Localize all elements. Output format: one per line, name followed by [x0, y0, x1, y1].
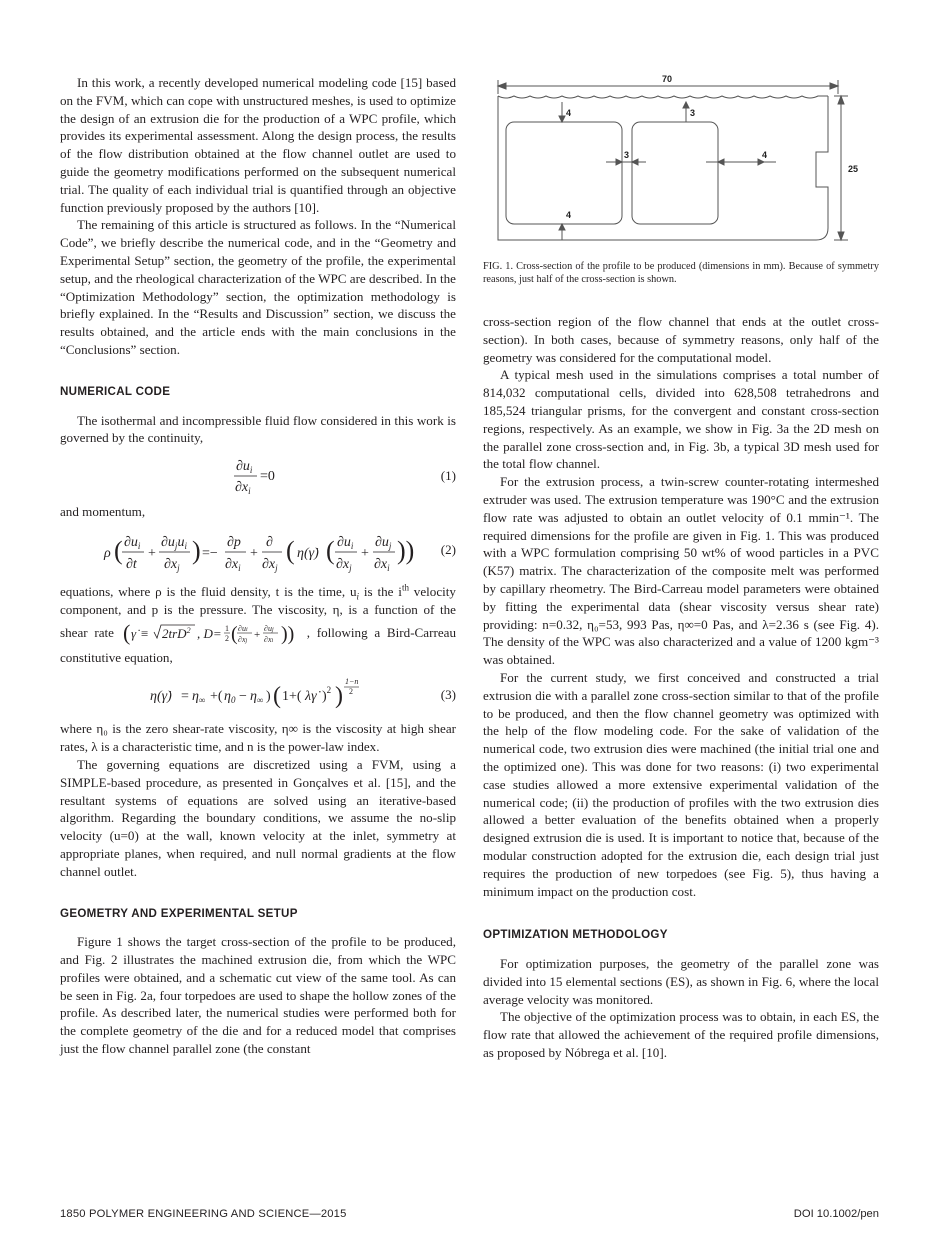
numerical-paragraph-1: The isothermal and incompressible fluid flow considered in this work is governed by the continuity, — [60, 412, 456, 446]
svg-text:(: ( — [114, 535, 123, 565]
svg-text:(: ( — [122, 619, 131, 645]
svg-text:∂xi: $\partial x_i$ — [374, 556, 390, 573]
svg-text:η0: $\eta_0$ — [224, 689, 236, 706]
svg-text:∂uj: $\partial u_j$ — [375, 534, 392, 551]
svg-text:∂xi: $\partial x_i$ — [225, 556, 241, 573]
svg-text:η(γ̇): η(γ̇) — [297, 545, 319, 561]
equation-3-formula — [60, 674, 456, 714]
geometry-paragraph-1: Figure 1 shows the target cross-section of the profile to be produced, and Fig. 2 illustrates the machined extrusion die, from which the WPC profiles were obtained, and a schematic cut view of the same tool. As can be seen in Fig. 2a, four torpedoes are used to shape the hollow zones of the profile. As described later, the numerical studies were performed both for the complete geometry of the die and for a reduced model that comprises just the flow channel parallel zone (the constant — [60, 934, 456, 1057]
where-paragraph: where η₀ is the zero shear-rate viscosity, η∞ is the viscosity at high shear rates, λ is a characteristic time, and n is the power-law index. — [60, 721, 456, 755]
svg-text:∂ui: $\partial u_i$ — [124, 534, 141, 551]
footer-journal: 1850 POLYMER ENGINEERING AND SCIENCE—2015 — [60, 1208, 347, 1220]
right-column — [483, 313, 879, 1062]
svg-text:∂p: ∂p — [227, 534, 241, 550]
svg-text:): ) — [192, 535, 201, 565]
svg-text:2trD2: 2trD$^2$ — [161, 625, 191, 641]
svg-text:=: = — [181, 689, 189, 705]
dim-70: 70 — [662, 74, 673, 84]
svg-text:∂uj: ∂uj — [263, 623, 274, 633]
equation-1 — [60, 455, 456, 497]
svg-text:1: 1 — [224, 623, 229, 633]
svg-text:∂ui: $\partial u_i$ — [236, 459, 253, 476]
svg-text:≡: ≡ — [140, 625, 149, 641]
left-column — [60, 74, 456, 1058]
eq-text-b: is the i — [359, 583, 402, 599]
svg-text:∂t: ∂t — [126, 556, 137, 572]
svg-text:+(: +( — [210, 689, 223, 705]
section-heading-numerical-code: NUMERICAL CODE — [60, 384, 171, 398]
equation-1-number: (1) — [440, 468, 456, 484]
dim-3-top: 3 — [690, 108, 696, 118]
svg-text:+: + — [148, 545, 156, 561]
svg-text:∂ui: $\partial u_i$ — [337, 534, 354, 551]
svg-text:+: + — [361, 545, 369, 561]
section-heading-geometry: GEOMETRY AND EXPERIMENTAL SETUP — [60, 906, 298, 920]
shear-rate-formula — [121, 619, 307, 649]
svg-text:(: ( — [230, 622, 238, 645]
svg-text:=0: =0 — [260, 469, 275, 485]
dim-4-top-left: 4 — [566, 108, 572, 118]
svg-text:λγ̇: λγ̇ — [305, 689, 317, 705]
svg-text:): ) — [266, 689, 271, 705]
footer-doi: DOI 10.1002/pen — [793, 1208, 879, 1220]
svg-text:, D=: , D= — [196, 625, 222, 641]
svg-text:=−: =− — [202, 545, 218, 561]
svg-text:(: ( — [286, 535, 295, 565]
numerical-paragraph-2: The governing equations are discretized using a FVM, using a SIMPLE-based procedure, as presented in Gonçalves et al. [15], and the resultant systems of equations are solved using an iterative-based algorithm. Regarding the boundary conditions, we assume the no-slip velocity (u=0) at the wall, known velocity at the inlet, symmetry at appropriate planes, when required, and null normal gradients at the flow channel outlet. — [60, 756, 456, 879]
svg-text:)): )) — [280, 622, 295, 645]
eq-text-a: equations, where ρ is the fluid density, t is the time, u — [60, 583, 357, 599]
svg-text:(: ( — [273, 683, 281, 710]
optimization-paragraph-1: For optimization purposes, the geometry of the parallel zone was divided into 15 elemental sections (ES), as shown in Fig. 6, where the local average velocity was monitored. — [483, 956, 879, 1007]
eq-text-d: , following a Bird-Carreau constitutive equation, — [60, 624, 456, 665]
dim-4-bottom: 4 — [566, 210, 572, 220]
optimization-paragraph-2: The objective of the optimization process was to obtain, in each ES, the flow rate that allowed the achievement of the required profile dimensions, as proposed by Nóbrega et al. [10]. — [483, 1009, 879, 1061]
dim-4-right: 4 — [762, 150, 768, 160]
svg-text:1−n: 1−n — [345, 677, 359, 687]
svg-text:∂xj: $\partial x_j$ — [164, 556, 180, 573]
equation-2 — [60, 529, 456, 577]
svg-text:2: 2 — [224, 633, 229, 643]
equation-explanation: equations, where ρ is the fluid density, t is the time, $u_i$ is the $i^{th}$ velocity component, and p is the pressure. The viscosity, η, is a function of the shear rate ( γ̇ ≡ 2trD$^2$ , D= 1 2 ( ∂ui ∂xj + ∂uj ∂xi )) , following a Bird-Carreau constitutive equation, — [60, 582, 456, 665]
right-paragraph-1: cross-section region of the flow channel that ends at the outlet cross-section). In both cases, because of symmetry reasons, only half of the geometry was considered for the computational model. — [483, 314, 879, 365]
right-paragraph-3: For the extrusion process, a twin-screw counter-rotating intermeshed extruder was used. The extrusion temperature was 190°C and the extrusion flow rate was adjusted to obtain an outlet velocity of 0.1 mmin⁻¹. The required dimensions for the profile are given in Fig. 1. This was produced with a WPC formulation comprising 50 wt% of wood particles in a PVC (K57) matrix. The characterization of the composite melt was performed by capillary rheometry. The Bird-Carreau model parameters were obtained by fitting the experimental data (shear viscosity versus shear rate) providing: n=0.32, η₀=53, 993 Pas, η∞=0 Pas, and λ=2.36 s (see Fig. 4). The density of the WPC was also characterized and a value of 1200 kgm⁻³ was obtained. — [483, 474, 879, 668]
svg-text:η∞: $\eta_\infty$ — [192, 689, 206, 706]
svg-text:∂xj: $\partial x_j$ — [336, 556, 352, 573]
svg-text:)): )) — [397, 535, 415, 565]
svg-text:∂: ∂ — [266, 534, 273, 550]
eq-text-c: velocity component, and p is the pressure. The viscosity, η, is a function of the shear rate — [60, 583, 456, 640]
svg-text:∂xj: ∂xj — [237, 634, 247, 644]
svg-text:∂xj: $\partial x_j$ — [262, 556, 278, 573]
svg-text:+: + — [250, 545, 258, 561]
equation-2-number: (2) — [440, 541, 456, 557]
svg-text:)2: )$^2$ — [322, 685, 332, 705]
right-paragraph-2: A typical mesh used in the simulations comprises a total number of 814,032 computational cells, divided into 628,508 tetrahedrons and 185,524 triangular prisms, for the convergent and constant cross-section regions, respectively. As an example, we show in Fig. 3a the 2D mesh on the parallel zone cross-section and, in Fig. 3b, a typical 3D mesh used for the total flow channel. — [483, 367, 879, 472]
figure-1-cross-section — [486, 72, 880, 252]
svg-text:η(γ̇): η(γ̇) — [150, 689, 172, 705]
svg-text:∂xi: ∂xi — [263, 634, 273, 644]
equation-1-formula — [60, 455, 456, 497]
and-momentum-text: and momentum, — [60, 504, 146, 520]
svg-text:∂ujui: $\partial u_ju_i$ — [161, 534, 187, 551]
svg-text:−: − — [239, 689, 247, 705]
intro-paragraph-1: In this work, a recently developed numerical modeling code [15] based on the FVM, which can cope with unstructured meshes, is used to optimize the design of an extrusion die for the production of a WPC profile, which provides its experimental assessment. Along the design process, the results of the flow distribution obtained at the flow channel outlet are used to guide the geometry modifications performed on the subsequent numerical trial. The quality of each individual trial is quantified through an objective function previously proposed by the authors [10]. — [60, 75, 456, 215]
dim-25: 25 — [848, 164, 859, 174]
svg-text:γ̇: γ̇ — [130, 625, 136, 641]
equation-3-number: (3) — [440, 687, 456, 703]
svg-text:(: ( — [326, 535, 335, 565]
dim-3-middle: 3 — [624, 150, 630, 160]
svg-text:η∞: $\eta_\infty$ — [250, 689, 264, 706]
svg-text:+: + — [253, 628, 260, 641]
svg-text:2: 2 — [349, 687, 353, 697]
intro-paragraph-2: The remaining of this article is structured as follows. In the “Numerical Code”, we briefly describe the numerical code, and in the “Geometry and Experimental Setup” section, the geometry of the profile, the experimental setup, and the rheological characterization of the WPC are described. In the “Optimization Methodology” section, the optimization methodology is briefly explained. In the “Results and Discussion” section, we discuss the results obtained, and the article ends with the main conclusions in the “Conclusions” section. — [60, 217, 456, 357]
svg-text:1+(: 1+( — [282, 689, 302, 705]
svg-text:): ) — [335, 683, 343, 710]
svg-text:∂ui: ∂ui — [237, 623, 248, 633]
equation-2-formula — [60, 529, 456, 577]
section-heading-optimization: OPTIMIZATION METHODOLOGY — [483, 928, 668, 942]
svg-text:∂xi: $\partial x_i$ — [235, 480, 251, 497]
figure-1-caption: FIG. 1. Cross-section of the profile to be produced (dimensions in mm). Because of symmetry reasons, just half of the cross-section is shown. — [483, 261, 879, 286]
right-paragraph-4: For the current study, we first conceived and constructed a trial extrusion die with a parallel zone cross-section similar to that of the profile to be produced, and then the flow channel geometry was optimized with the help of the flow modeling code. For the sake of validation of the numerical code, two extrusion dies were machined (the initial trial one and the optimized one). This was done for two reasons: (i) two experimental case studies allowed a more extensive experimental validation of the numerical code; (ii) the production of profiles with the two extrusion dies allowed a better evaluation of the benefits obtained when a properly designed extrusion die is used. It is important to notice that, because of the modular construction adopted for the extrusion die, each design trial just requires the production of new torpedoes (see Fig. 5), thus having a minimum impact on the production cost. — [483, 669, 879, 899]
equation-3 — [60, 674, 456, 714]
svg-text:ρ: ρ — [104, 545, 111, 561]
